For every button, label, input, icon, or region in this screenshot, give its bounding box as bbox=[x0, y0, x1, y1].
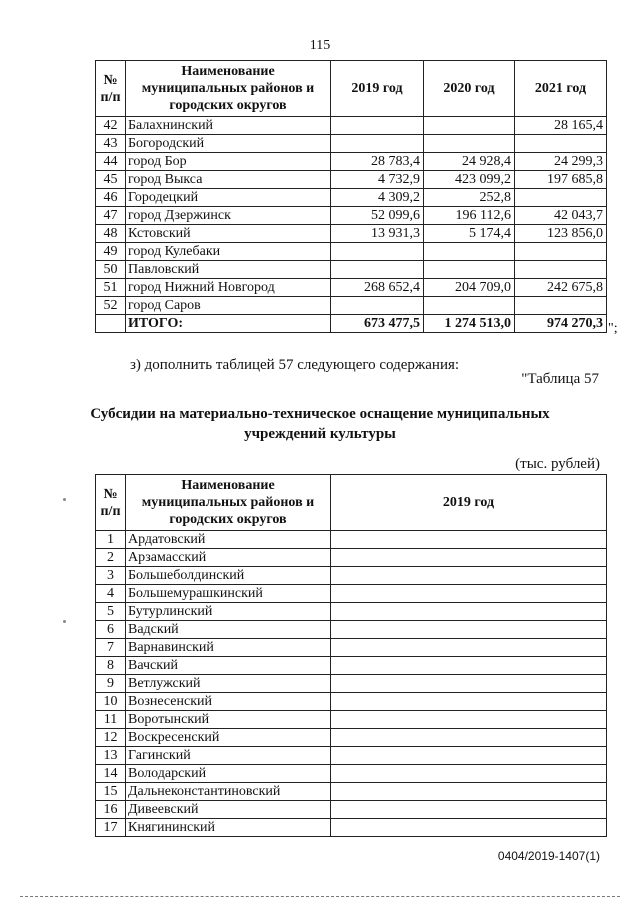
table-row bbox=[96, 153, 607, 171]
row-name: Большемурашкинский bbox=[126, 585, 331, 603]
value-2019 bbox=[331, 657, 607, 675]
value-2019 bbox=[331, 729, 607, 747]
value-2019 bbox=[331, 621, 607, 639]
punch-mark bbox=[63, 620, 66, 623]
row-name: Городецкий bbox=[126, 189, 331, 207]
table-row bbox=[96, 567, 607, 585]
row-number: 9 bbox=[96, 675, 126, 693]
row-number: 47 bbox=[96, 207, 126, 225]
value-2020: 423 099,2 bbox=[424, 171, 515, 189]
row-number: 43 bbox=[96, 135, 126, 153]
row-number: 17 bbox=[96, 819, 126, 837]
value-2019 bbox=[331, 585, 607, 603]
document-code: 0404/2019-1407(1) bbox=[497, 849, 600, 863]
table-row bbox=[96, 711, 607, 729]
punch-mark bbox=[63, 498, 66, 501]
table-row bbox=[96, 747, 607, 765]
value-2021: 242 675,8 bbox=[515, 279, 607, 297]
row-number: 42 bbox=[96, 117, 126, 135]
row-number: 13 bbox=[96, 747, 126, 765]
row-number: 2 bbox=[96, 549, 126, 567]
table-57 bbox=[95, 474, 607, 837]
row-number: 49 bbox=[96, 243, 126, 261]
title-line-1: Субсидии на материально-техническое оснащение муниципальных bbox=[90, 406, 550, 422]
header-2021: 2021 год bbox=[515, 61, 607, 117]
total-row bbox=[96, 315, 607, 333]
row-name: Вадский bbox=[126, 621, 331, 639]
header-2020: 2020 год bbox=[424, 61, 515, 117]
value-2020 bbox=[424, 297, 515, 315]
table-57-header-row bbox=[96, 475, 607, 531]
value-2019 bbox=[331, 693, 607, 711]
value-2021: 42 043,7 bbox=[515, 207, 607, 225]
table-row bbox=[96, 693, 607, 711]
value-2021: 24 299,3 bbox=[515, 153, 607, 171]
row-number: 8 bbox=[96, 657, 126, 675]
total-2021: 974 270,3 bbox=[515, 315, 607, 333]
value-2019 bbox=[331, 747, 607, 765]
table-56-header-row bbox=[96, 61, 607, 117]
value-2019 bbox=[331, 549, 607, 567]
table-row bbox=[96, 135, 607, 153]
row-name: город Бор bbox=[126, 153, 331, 171]
value-2020 bbox=[424, 243, 515, 261]
row-name: Вачский bbox=[126, 657, 331, 675]
value-2019 bbox=[331, 135, 424, 153]
row-number: 4 bbox=[96, 585, 126, 603]
row-name: город Выкса bbox=[126, 171, 331, 189]
table-row bbox=[96, 585, 607, 603]
row-name: Арзамасский bbox=[126, 549, 331, 567]
row-name: Дальнеконстантиновский bbox=[126, 783, 331, 801]
table-row bbox=[96, 819, 607, 837]
row-number: 16 bbox=[96, 801, 126, 819]
row-name: Бутурлинский bbox=[126, 603, 331, 621]
value-2020 bbox=[424, 117, 515, 135]
table-row bbox=[96, 621, 607, 639]
table-row bbox=[96, 171, 607, 189]
row-name: Кстовский bbox=[126, 225, 331, 243]
table-row bbox=[96, 801, 607, 819]
table-56 bbox=[95, 60, 607, 333]
value-2021 bbox=[515, 243, 607, 261]
table-row bbox=[96, 279, 607, 297]
table-57-title bbox=[0, 404, 640, 444]
value-2021: 197 685,8 bbox=[515, 171, 607, 189]
header-2019: 2019 год bbox=[331, 61, 424, 117]
page-number: 115 bbox=[309, 38, 331, 53]
header-name: Наименование муниципальных районов и городских округов bbox=[126, 61, 331, 117]
table-row bbox=[96, 729, 607, 747]
row-number: 44 bbox=[96, 153, 126, 171]
row-number: 6 bbox=[96, 621, 126, 639]
row-number: 14 bbox=[96, 765, 126, 783]
row-name: Варнавинский bbox=[126, 639, 331, 657]
header-name: Наименование муниципальных районов и городских округов bbox=[126, 475, 331, 531]
total-num-cell bbox=[96, 315, 126, 333]
table-row bbox=[96, 243, 607, 261]
table-row bbox=[96, 675, 607, 693]
value-2020: 24 928,4 bbox=[424, 153, 515, 171]
row-name: Воротынский bbox=[126, 711, 331, 729]
value-2019: 268 652,4 bbox=[331, 279, 424, 297]
row-number: 11 bbox=[96, 711, 126, 729]
table-row bbox=[96, 639, 607, 657]
row-name: Княгининский bbox=[126, 819, 331, 837]
row-name: Павловский bbox=[126, 261, 331, 279]
value-2019 bbox=[331, 711, 607, 729]
value-2019: 52 099,6 bbox=[331, 207, 424, 225]
units-label: (тыс. рублей) bbox=[515, 456, 600, 472]
value-2019: 28 783,4 bbox=[331, 153, 424, 171]
row-name: Вознесенский bbox=[126, 693, 331, 711]
value-2020: 5 174,4 bbox=[424, 225, 515, 243]
value-2019 bbox=[331, 297, 424, 315]
value-2019 bbox=[331, 801, 607, 819]
value-2019 bbox=[331, 783, 607, 801]
row-number: 48 bbox=[96, 225, 126, 243]
value-2019 bbox=[331, 675, 607, 693]
value-2020: 196 112,6 bbox=[424, 207, 515, 225]
row-number: 46 bbox=[96, 189, 126, 207]
row-number: 50 bbox=[96, 261, 126, 279]
row-number: 7 bbox=[96, 639, 126, 657]
row-name: Балахнинский bbox=[126, 117, 331, 135]
row-name: Гагинский bbox=[126, 747, 331, 765]
table-row bbox=[96, 783, 607, 801]
row-number: 10 bbox=[96, 693, 126, 711]
row-number: 52 bbox=[96, 297, 126, 315]
value-2019 bbox=[331, 765, 607, 783]
row-name: Воскресенский bbox=[126, 729, 331, 747]
row-name: Дивеевский bbox=[126, 801, 331, 819]
row-name: Большеболдинский bbox=[126, 567, 331, 585]
value-2021: 123 856,0 bbox=[515, 225, 607, 243]
row-number: 15 bbox=[96, 783, 126, 801]
value-2021 bbox=[515, 297, 607, 315]
table-row bbox=[96, 297, 607, 315]
table-row bbox=[96, 189, 607, 207]
value-2021: 28 165,4 bbox=[515, 117, 607, 135]
value-2019 bbox=[331, 603, 607, 621]
title-line-2: учреждений культуры bbox=[244, 426, 396, 442]
row-number: 12 bbox=[96, 729, 126, 747]
table-row bbox=[96, 261, 607, 279]
table-row bbox=[96, 117, 607, 135]
table-row bbox=[96, 549, 607, 567]
total-label: ИТОГО: bbox=[126, 315, 331, 333]
value-2019 bbox=[331, 819, 607, 837]
row-name: город Кулебаки bbox=[126, 243, 331, 261]
amendment-text: з) дополнить таблицей 57 следующего содержания: bbox=[130, 357, 460, 373]
value-2021 bbox=[515, 261, 607, 279]
row-number: 5 bbox=[96, 603, 126, 621]
value-2020 bbox=[424, 261, 515, 279]
header-num: № п/п bbox=[96, 475, 126, 531]
row-name: Володарский bbox=[126, 765, 331, 783]
table-row bbox=[96, 207, 607, 225]
value-2021 bbox=[515, 189, 607, 207]
value-2019 bbox=[331, 117, 424, 135]
value-2019 bbox=[331, 261, 424, 279]
table-row bbox=[96, 225, 607, 243]
value-2019 bbox=[331, 243, 424, 261]
value-2020: 204 709,0 bbox=[424, 279, 515, 297]
row-name: город Дзержинск bbox=[126, 207, 331, 225]
row-name: Ардатовский bbox=[126, 531, 331, 549]
value-2019 bbox=[331, 531, 607, 549]
total-2019: 673 477,5 bbox=[331, 315, 424, 333]
row-name: Ветлужский bbox=[126, 675, 331, 693]
closing-quote: "; bbox=[608, 321, 618, 336]
table-row bbox=[96, 603, 607, 621]
row-name: Богородский bbox=[126, 135, 331, 153]
total-2020: 1 274 513,0 bbox=[424, 315, 515, 333]
value-2019: 4 309,2 bbox=[331, 189, 424, 207]
value-2019 bbox=[331, 639, 607, 657]
value-2019: 13 931,3 bbox=[331, 225, 424, 243]
row-name: город Нижний Новгород bbox=[126, 279, 331, 297]
value-2019: 4 732,9 bbox=[331, 171, 424, 189]
scan-edge-line bbox=[20, 896, 620, 897]
value-2019 bbox=[331, 567, 607, 585]
header-num: № п/п bbox=[96, 61, 126, 117]
table-caption: "Таблица 57 bbox=[521, 371, 599, 387]
table-row bbox=[96, 531, 607, 549]
row-number: 51 bbox=[96, 279, 126, 297]
row-number: 1 bbox=[96, 531, 126, 549]
row-number: 45 bbox=[96, 171, 126, 189]
table-row bbox=[96, 657, 607, 675]
table-row bbox=[96, 765, 607, 783]
value-2020: 252,8 bbox=[424, 189, 515, 207]
row-name: город Саров bbox=[126, 297, 331, 315]
header-2019: 2019 год bbox=[331, 475, 607, 531]
row-number: 3 bbox=[96, 567, 126, 585]
value-2020 bbox=[424, 135, 515, 153]
value-2021 bbox=[515, 135, 607, 153]
